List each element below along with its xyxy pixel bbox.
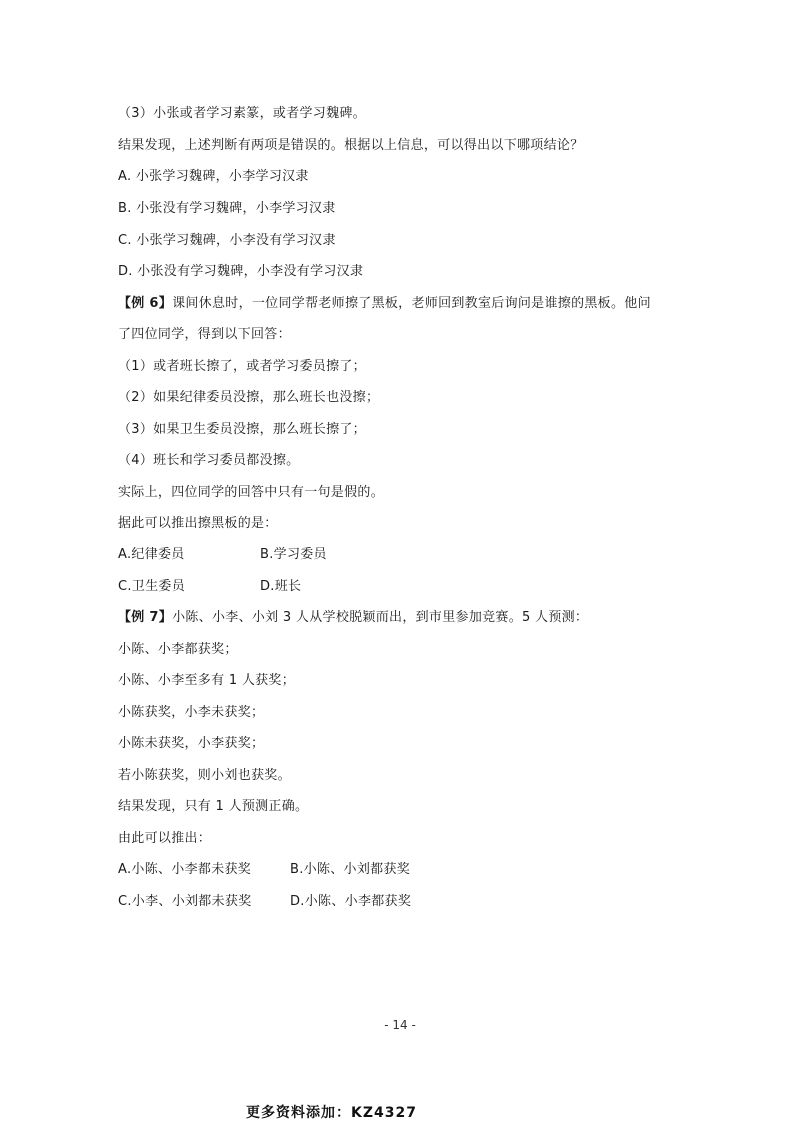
prev-option-d: D. 小张没有学习魏碑，小李没有学习汉隶 <box>118 264 364 279</box>
example7-option-d: D.小陈、小李都获奖 <box>290 894 412 909</box>
example7-line1 <box>118 609 588 627</box>
example7-prediction-2: 小陈、小李至多有 1 人获奖； <box>118 673 296 688</box>
example6-answer-2: （2）如果纪律委员没擦，那么班长也没擦； <box>118 390 380 405</box>
example7-text-line1: 小陈、小李、小刘 3 人从学校脱颖而出，到市里参加竞赛。5 人预测： <box>172 610 589 625</box>
example7-option-a: A.小陈、小李都未获奖 <box>118 862 252 877</box>
example6-question: 据此可以推出擦黑板的是： <box>118 516 278 531</box>
example6-line1 <box>118 295 651 313</box>
example6-fact: 实际上，四位同学的回答中只有一句是假的。 <box>118 485 385 500</box>
example6-text-line2: 了四位同学，得到以下回答： <box>118 327 291 342</box>
example6-answer-3: （3）如果卫生委员没擦，那么班长擦了； <box>118 422 366 437</box>
example6-label: 【例 6】 <box>118 296 173 311</box>
example7-label: 【例 7】 <box>118 610 173 625</box>
page-number: - 14 - <box>384 1018 416 1032</box>
example7-option-b: B.小陈、小刘都获奖 <box>290 862 411 877</box>
example6-answer-1: （1）或者班长擦了，或者学习委员擦了； <box>118 359 366 374</box>
example7-prediction-4: 小陈未获奖，小李获奖； <box>118 736 265 751</box>
example6-option-d: D.班长 <box>260 579 302 594</box>
prev-option-c: C. 小张学习魏碑，小李没有学习汉隶 <box>118 233 336 248</box>
example6-option-b: B.学习委员 <box>260 547 327 562</box>
example7-result: 结果发现，只有 1 人预测正确。 <box>118 799 309 814</box>
footer-note: 更多资料添加：KZ4327 <box>246 1105 417 1121</box>
prev-option-a: A. 小张学习魏碑，小李学习汉隶 <box>118 169 309 184</box>
prev-result: 结果发现，上述判断有两项是错误的。根据以上信息，可以得出以下哪项结论？ <box>118 138 584 153</box>
prev-option-b: B. 小张没有学习魏碑，小李学习汉隶 <box>118 201 336 216</box>
example6-text-line1: 课间休息时，一位同学帮老师擦了黑板，老师回到教室后询问是谁擦的黑板。他问 <box>172 296 651 311</box>
example7-prediction-1: 小陈、小李都获奖； <box>118 642 238 657</box>
example7-question: 由此可以推出： <box>118 831 212 846</box>
example7-prediction-3: 小陈获奖，小李未获奖； <box>118 705 265 720</box>
prev-statement-3: （3）小张或者学习素篆，或者学习魏碑。 <box>118 106 366 121</box>
example6-option-a: A.纪律委员 <box>118 547 185 562</box>
example6-option-c: C.卫生委员 <box>118 579 186 594</box>
example7-option-c: C.小李、小刘都未获奖 <box>118 894 252 909</box>
example7-prediction-5: 若小陈获奖，则小刘也获奖。 <box>118 768 291 783</box>
example6-answer-4: （4）班长和学习委员都没擦。 <box>118 453 300 468</box>
